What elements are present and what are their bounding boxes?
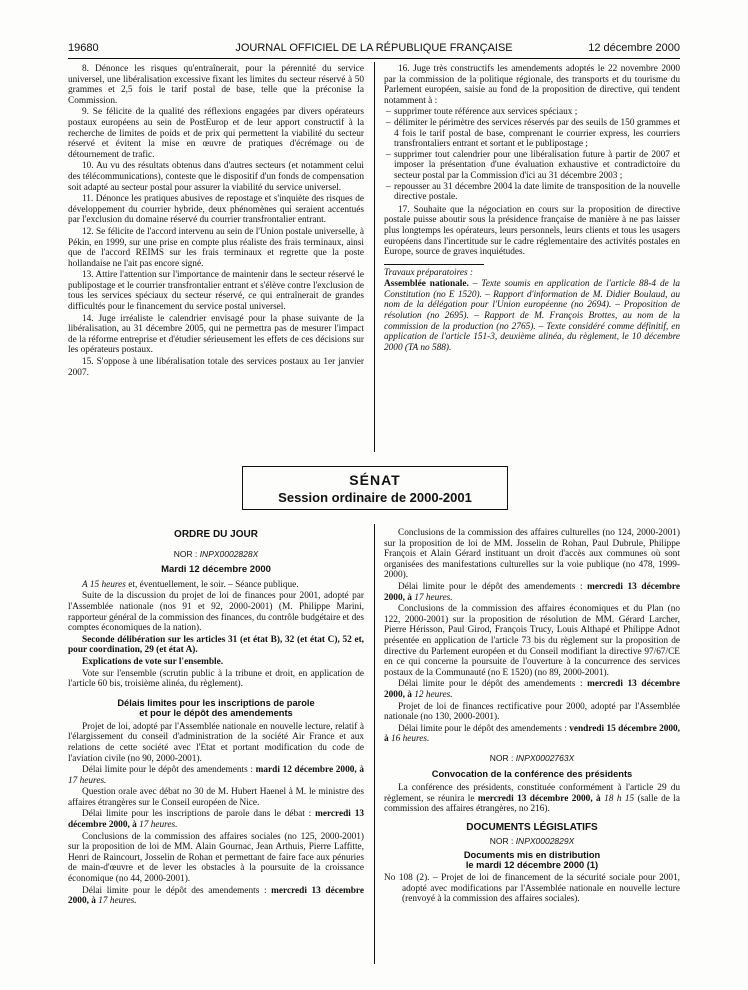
list-item: – supprimer toute référence aux services spéciaux ; xyxy=(386,107,578,118)
page-number: 19680 xyxy=(68,42,99,54)
convocation-text: La conférence des présidents, constituée conformément à l'article 29 du règlement, se réunira le mercredi 13 décembre 2000, à 18 h 15 (salle de la commission des affaires étrangères, no 216). xyxy=(384,783,681,815)
travaux-separator xyxy=(384,264,484,265)
seance-info: A 15 heures et, éventuellement, le soir. – Séance publique. xyxy=(82,579,299,590)
bottom-left-column xyxy=(68,528,364,908)
nor-reference: NOR : INPX0002828X xyxy=(173,548,259,559)
column-divider-bottom xyxy=(374,524,375,964)
senat-heading-box xyxy=(242,466,508,510)
top-right-column xyxy=(384,64,680,354)
ordre-du-jour-title: ORDRE DU JOUR xyxy=(174,529,258,540)
conclusions-affaires-sociales: Conclusions de la commission des affaires sociales (no 125, 2000-2001) sur la proposition de loi de MM. Alain Gournac, Jean Arthuis, Pierre Laffitte, Henri de Raincourt, Josselin de Rohan et permettant de faire face aux pénuries de main-d'œuvre et de lever les obstacles à la poursuite de la croissance économique (no 44, 2000-2001). xyxy=(68,831,364,885)
journal-title: JOURNAL OFFICIEL DE LA RÉPUBLIQUE FRANÇAISE xyxy=(235,42,513,54)
list-item: – repousser au 31 décembre 2004 la date limite de transposition de la nouvelle directive postale. xyxy=(386,181,680,203)
column-divider-top xyxy=(374,62,375,452)
paragraph-10: 10. Au vu des résultats obtenus dans d'autres secteurs (et notamment celui des télécommunications), conteste que le dispositif d'un fonds de compensation soit adapté au secteur postal pour assurer la viabilité du service universel. xyxy=(68,161,364,193)
conclusions-affaires-culturelles: Conclusions de la commission des affaires culturelles (no 124, 2000-2001) sur la proposition de loi de MM. Josselin de Rohan, Paul Dubrule, Philippe François et Alain Gérard instituant un droit d'accès aux communes où sont organisées des manifestations culturelles sur la voie publique (no 478, 1999-2000). xyxy=(384,528,680,581)
paragraph-16: 16. Juge très constructifs les amendements adoptés le 22 novembre 2000 par la commission de la politique régionale, des transports et du tourisme du Parlement européen, saisie au fond de la proposition de directive, qui tendent notamment à : xyxy=(384,64,680,106)
question-orale: Question orale avec débat no 30 de M. Hubert Haenel à M. le ministre des affaires étrangères sur le Conseil européen de Nice. xyxy=(68,787,364,808)
seconde-deliberation: Seconde délibération sur les articles 31 (et état B), 32 (et état C), 52 et, pour coordination, 29 (et état A). xyxy=(68,634,364,656)
bottom-right-column xyxy=(384,528,680,906)
travaux-label: Travaux préparatoires : xyxy=(384,267,474,278)
amendments-list xyxy=(384,107,680,202)
list-item: – supprimer tout calendrier pour une libéralisation future à partir de 2007 et imposer la présentation d'une évaluation exhaustive et contradictoire du secteur postal par la Commission d'ici au 31 décembre 2003 ; xyxy=(386,149,680,181)
paragraph-11: 11. Dénonce les pratiques abusives de repostage et s'inquiète des risques de développement du courrier hybride, deux phénomènes qui seraient accentués par l'exclusion du domaine réservé du courrier transfrontalier entrant. xyxy=(68,194,364,226)
delai-rectificative: Délai limite pour le dépôt des amendements : vendredi 15 décembre 2000, à 16 heures. xyxy=(384,723,680,745)
projet-air-france: Projet de loi, adopté par l'Assemblée nationale en nouvelle lecture, relatif à l'élargissement du conseil d'administration de la société Air France et aux relations de cette société avec l'Etat et portant modification du code de l'aviation civile (no 90, 2000-2001). xyxy=(68,721,364,764)
session-title: Session ordinaire de 2000-2001 xyxy=(278,490,472,505)
paragraph-13: 13. Attire l'attention sur l'importance de maintenir dans le secteur réservé le publipostage et le courrier transfrontalier entrant et s'élève contre l'exclusion de tous les services spéciaux du secteur réservé, ce qui entraînerait de grandes difficultés pour le financement du service postal universel. xyxy=(68,270,364,313)
documents-legislatifs-title: DOCUMENTS LÉGISLATIFS xyxy=(466,821,598,833)
documents-distribution-heading: Documents mis en distribution le mardi 12 décembre 2000 (1) xyxy=(463,850,601,871)
delai-amendements-3: Délai limite pour le dépôt des amendements : mercredi 13 décembre 2000, à 17 heures. xyxy=(68,885,364,907)
conclusions-affaires-economiques: Conclusions de la commission des affaires économiques et du Plan (no 122, 2000-2001) sur la proposition de résolution de MM. Gérard Larcher, Pierre Hérisson, Paul Girod, François Trucy, Louis Althapé et Philippe Adnot présentée en application de l'article 73 bis du règlement sur la proposition de directive du Parlement européen et du Conseil modifiant la directive 97/67/CE en ce qui concerne la poursuite de l'ouverture à la concurrence des services postaux de la Communauté (no E 1520) (no 89, 2000-2001). xyxy=(384,604,680,678)
paragraph-17: 17. Souhaite que la négociation en cours sur la proposition de directive postale puisse aboutir sous la présidence française de manière à ne pas laisser plus longtemps les opérateurs, leurs personnels, leurs clients et tous les usagers européens dans l'incertitude sur le cadre réglementaire des activités postales en Europe, source de graves inquiétudes. xyxy=(384,204,680,258)
document-108: No 108 (2). – Projet de loi de financement de la sécurité sociale pour 2001, adopté avec modifications par l'Assemblée nationale en nouvelle lecture (renvoyé à la commission des affaires sociales). xyxy=(384,873,680,905)
paragraph-12: 12. Se félicite de l'accord intervenu au sein de l'Union postale universelle, à Pékin, en 1999, sur une prise en compte plus réaliste des frais terminaux, ainsi que de l'accord REIMS sur les frais terminaux et regrette que la poste hollandaise ne l'ait pas encore signé. xyxy=(68,226,364,269)
senat-title: SÉNAT xyxy=(349,472,401,488)
delais-heading: Délais limites pour les inscriptions de parole et pour le dépôt des amendements xyxy=(117,697,315,718)
nor-reference-3: NOR : INPX0002829X xyxy=(489,836,575,847)
projet-loi-finances: Suite de la discussion du projet de loi de finances pour 2001, adopté par l'Assemblée nationale (nos 91 et 92, 2000-2001) (M. Philippe Marini, rapporteur général de la commission des finances, du contrôle budgétaire et des comptes économiques de la nation). xyxy=(68,591,364,634)
vote-ensemble: Vote sur l'ensemble (scrutin public à la tribune et droit, en application de l'article 60 bis, troisième alinéa, du règlement). xyxy=(68,668,364,690)
delai-economiques: Délai limite pour le dépôt des amendements : mercredi 13 décembre 2000, à 12 heures. xyxy=(384,679,680,700)
paragraph-14: 14. Juge irréaliste le calendrier envisagé pour la phase suivante de la libéralisation, au 31 décembre 2005, qui ne permettra pas de mesurer l'impact de la réforme entreprise et d'étudier sérieusement les effets de ces décisions sur les opérateurs postaux. xyxy=(68,313,364,356)
paragraph-15: 15. S'oppose à une libéralisation totale des services postaux au 1er janvier 2007. xyxy=(68,357,364,378)
projet-finances-rectificative: Projet de loi de finances rectificative pour 2000, adopté par l'Assemblée nationale (no 130, 2000-2001). xyxy=(384,701,680,723)
page-header xyxy=(68,42,680,58)
top-left-column xyxy=(68,64,364,379)
travaux-preparatoires xyxy=(384,268,680,354)
delai-culturelles: Délai limite pour le dépôt des amendements : mercredi 13 décembre 2000, à 17 heures. xyxy=(384,581,680,603)
issue-date: 12 décembre 2000 xyxy=(588,42,680,54)
travaux-text: Assemblée nationale. – Texte soumis en application de l'article 88-4 de la Constitution (no E 1520). – Rapport d'information de M. Didier Boulaud, au nom de la délégation pour l'Union européenne (no 2694). – Proposition de résolution (no 2695). – Rapport de M. François Brottes, au nom de la commission de la production (no 2765). – Texte considéré comme définitif, en application de l'article 151-3, deuxième alinéa, du règlement, le 10 décembre 2000 (TA no 588). xyxy=(384,279,680,353)
paragraph-8: 8. Dénonce les risques qu'entraînerait, pour la pérennité du service universel, une libéralisation excessive fixant les limites du secteur réservé à 50 grammes et 2,5 fois le tarif postal de base, telle que la préconise la Commission. xyxy=(68,64,364,106)
header-rule xyxy=(68,58,680,59)
delai-amendements-1: Délai limite pour le dépôt des amendements : mardi 12 décembre 2000, à 17 heures. xyxy=(68,765,365,786)
paragraph-9: 9. Se félicite de la qualité des réflexions engagées par divers opérateurs postaux européens au sein de PostEurop et de leur apport constructif à la recherche de limites de poids et de prix qui permettent la viabilité du secteur réservé et évitent la mise en œuvre de pratiques d'écrémage ou de détournement de trafic. xyxy=(68,107,364,160)
list-item: – délimiter le périmètre des services réservés par des seuils de 150 grammes et 4 fois le tarif postal de base, comprenant le courrier express, les courriers transfrontaliers entrant et sortant et le publipostage ; xyxy=(386,117,680,150)
convocation-heading: Convocation de la conférence des présidents xyxy=(431,769,633,780)
date-heading: Mardi 12 décembre 2000 xyxy=(161,564,271,576)
nor-reference-2: NOR : INPX0002763X xyxy=(489,752,575,763)
delai-inscriptions: Délai limite pour les inscriptions de parole dans le débat : mercredi 13 décembre 2000, à 17 heures. xyxy=(68,809,364,831)
explications-vote: Explications de vote sur l'ensemble. xyxy=(82,656,224,667)
